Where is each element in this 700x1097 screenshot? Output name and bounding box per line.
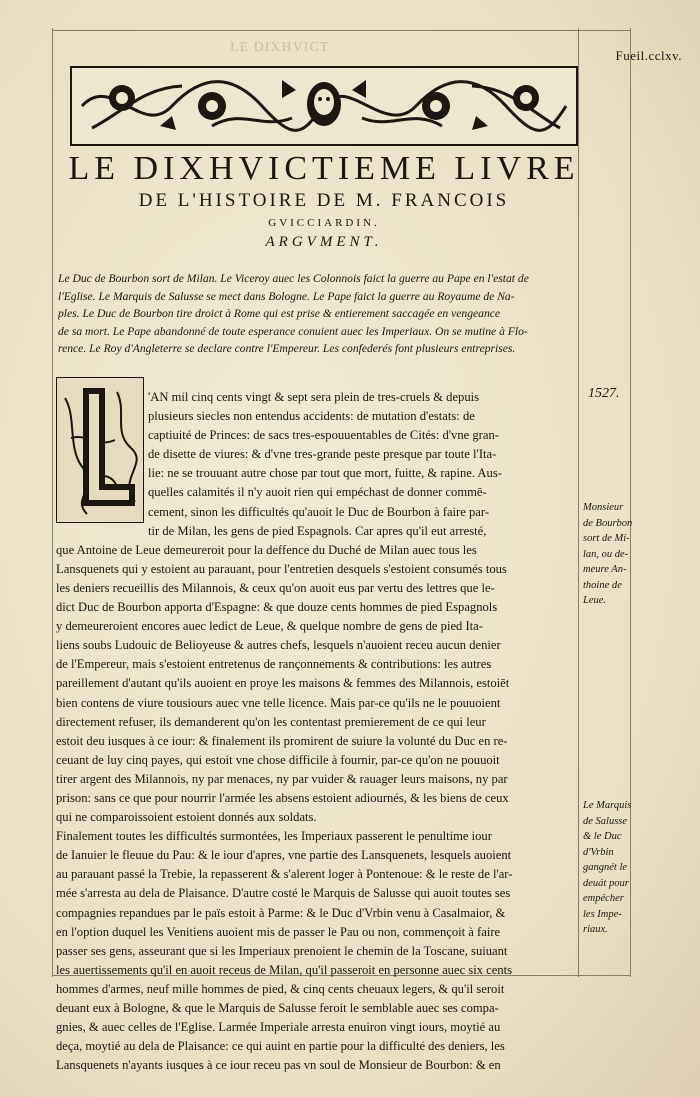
text-line: hommes d'armes, neuf mille hommes de pied, & cinq cents cheuaux legers, & qu'il seroit [56,981,505,996]
text-line: Lansquenets qui y estoient au parauant, pour l'entretien desquels s'estoient consumés tous [56,561,507,576]
note-line: Monsieur [583,502,624,513]
argument-heading: ARGVMENT. [265,234,383,250]
main-text [56,388,578,1075]
text-line: de l'Empereur, mais s'estoient entretenus de rançonnements & contributions: les autres [56,657,492,672]
book-title: LE DIXHVICTIEME LIVRE [68,150,580,187]
text-line: 'AN mil cinq cents vingt & sept sera plein de tres-cruels & depuis [148,390,480,404]
author-name: GVICCIARDIN. [268,217,380,229]
book-subtitle: DE L'HISTOIRE DE M. FRANCOIS [138,190,510,211]
note-line: thoine de [583,579,622,591]
argument-line: de sa mort. Le Pape abandonné de toute esperance conuient auec les Imperiaux. On se mutine à Flo- [58,324,528,338]
text-line: gnies, & auec celles de l'Eglise. Larmée Imperiale arresta enuiron vingt iours, moytié au [56,1020,501,1035]
note-line: deuát pour [583,877,629,889]
text-line: prison: sans ce que pour nourrir l'armée les absens estoient adiournés, & les biens de ceux [56,790,509,805]
argument-line: ples. Le Duc de Bourbon tire droict à Rome qui est prise & entierement saccagée en vengeance [58,307,501,321]
argument-line: Le Duc de Bourbon sort de Milan. Le Viceroy auec les Colonnois faict la guerre au Pape en l'estat de [58,272,529,285]
text-line: deuant eux à Bologne, & que le Marquis de Salusse feroit le semblable auec ses compa- [56,1001,499,1015]
note-line: Leue. [583,595,607,606]
text-line: compagnies repandues par le païs estoit à Parme: & le Duc d'Vrbin venu à Casalmaior, & [56,905,506,920]
note-line: & le Duc [583,831,622,842]
text-line: plusieurs siecles non entendus accidents: de mutation d'estats: de [148,409,475,424]
margin-year: 1527. [588,386,620,401]
note-line: riaux. [583,924,608,935]
text-line: captiuité de Princes: de sacs tres-espouuentables de Cités: d'vne gran- [148,428,499,443]
text-line: Lansquenets n'ayants iusques à ce iour receu pas vn soul de Monsieur de Bourbon: & en [56,1058,501,1073]
margin-note-salusse [583,798,631,938]
note-line: meure An- [583,564,627,575]
text-line: en l'option duquel les Venitiens auoient mis de passer le Pau ou non, commençoit à faire [56,924,501,939]
folio-number: Fueil.cclxv. [615,48,682,63]
argument-line: rence. Le Roy d'Angleterre se declare contre l'Empereur. Les confederés font plusieurs entreprises. [58,342,516,356]
note-line: de Bourbon [583,517,633,529]
text-line: ceuant de luy cinq payes, qui estoit vne chose difficile à fournir, par-ce qu'on ne pouuoit [56,752,500,767]
woodcut-header-ornament [70,66,578,146]
note-line: lan, ou de- [583,548,629,560]
text-line: mée s'arresta au dela de Plaisance. D'autre costé le Marquis de Salusse qui auoit toutes ses [56,886,511,901]
note-line: d'Vrbin [583,846,614,858]
text-line: lie: ne se trouuant autre chose par tout que mort, fuitte, & rapine. Aus- [148,466,502,481]
argument-line: l'Eglise. Le Marquis de Salusse se mect dans Bologne. Le Pape faict la guerre au Royaume de Na- [58,289,515,303]
text-line: les deniers recueillis des Milannois, & ceux qu'on auoit eus par vertu des lettres que le- [56,580,495,595]
show-through-heading: LE DIXHVICT [230,40,330,55]
text-line: de disette de viures: & d'vne tres-grande peste presque par toute l'Ita- [148,447,497,462]
text-line: cement, sinon les difficultés qu'auoit le Duc de Bourbon à faire par- [148,504,490,519]
note-line: sort de Mi- [583,533,630,544]
text-line: estoit deu iusques à ce iour: & finalement ils promirent de suiure la volunté du Duc en re- [56,733,508,748]
text-line: passer ses gens, asseurant que si les Imperiaux prenoient le chemin de la Toscane, suiuant [56,943,508,958]
note-line: les Impe- [583,908,622,920]
text-line: tirer argent des Milannois, ny par menaces, ny par vuider & rauager leurs maisons, ny par [56,771,508,786]
text-line: directement refuser, ils demanderent qu'on les contentast premierement de ce qui leur [56,714,486,729]
argument-summary [58,270,573,358]
text-line: les auertissements qu'il en auoit receus de Milan, qu'il passeroit en personne auec six cents [56,962,513,977]
text-line: quelles calamités il n'y auoit rien qui empéchast de donner commē- [148,485,487,500]
text-line: bien contens de viure tousiours auec vne telle licence. Mais par-ce qu'ils ne le pouuoient [56,695,501,710]
text-line: pareillement d'autant qu'ils auoient en proye les maisons & femmes des Milannois, estoiēt [56,676,510,691]
note-line: gangnét le [583,862,628,873]
foliage-ornament-icon [72,68,576,144]
margin-note-bourbon [583,500,632,609]
text-line: dict Duc de Bourbon apporta d'Espagne: & que douze cents hommes de pied Espagnols [56,600,498,615]
text-line: Finalement toutes les difficultés surmontées, les Imperiaux passerent le penultime iour [56,829,492,844]
text-line: de Ianuier le fleuue du Pau: & le iour d'apres, vne partie des Lansquenets, lesquels auoient [56,848,512,863]
text-line: que Antoine de Leue demeureroit pour la deffence du Duché de Milan auec tous les [56,542,477,557]
text-line: liens soubs Ludouic de Belioyeuse & autres chefs, lesquels n'auoient receu aucun denier [56,638,501,653]
note-line: Le Marquis [583,800,632,811]
text-line: au parauant passé la Trebie, la repasserent & s'alerent loger à Pontenoue: & le reste de l'ar- [56,867,513,882]
note-line: de Salusse [583,815,628,827]
left-margin-rule [52,28,53,977]
text-line: tir de Milan, les gens de pied Espagnols. Car apres qu'il eut arresté, [148,523,487,538]
text-line: y demeureroient encores auec ledict de Leue, & quelque nombre de gens de pied Ita- [56,619,483,634]
top-rule [52,30,630,31]
text-line: deça, moytié au dela de Plaisance: ce qui auint en partie pour la difficulté des deniers, les [56,1039,505,1054]
text-line: qui ne comparoissoient estoient donnés aux soldats. [56,810,317,825]
note-line: empécher [583,893,624,904]
